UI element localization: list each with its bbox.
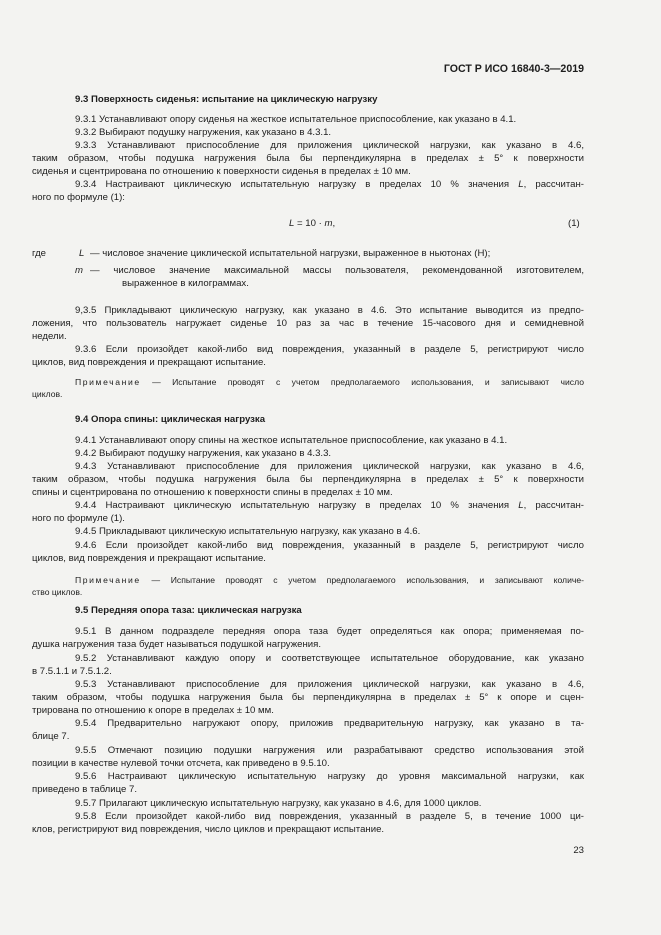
paragraph: трирована по отношению к опоре в пределах ± 10 мм. xyxy=(32,705,274,716)
paragraph: таким образом, чтобы подушка нагружения была бы перпендикулярна в пределах ± 5° к поверхности xyxy=(32,153,584,164)
note: Примечание — Испытание проводят с учетом предполагаемого использования, и записывают количе- xyxy=(75,575,584,585)
paragraph: 9.3.2 Выбирают подушку нагружения, как указано в 4.3.1. xyxy=(75,127,332,138)
paragraph: спины и сцентрирована по отношению к поверхности спины в пределах ± 10 мм. xyxy=(32,487,393,498)
paragraph: 9.4.3 Устанавливают приспособление для приложения циклической нагрузки, как указано в 4.6, xyxy=(75,461,584,472)
section-9-4-title: 9.4 Опора спины: циклическая нагрузка xyxy=(75,414,266,425)
formula: L = 10 · m, xyxy=(289,218,336,229)
paragraph: 9.3.6 Если произойдет какой-либо вид повреждения, указанный в разделе 5, регистрируют число xyxy=(75,344,584,355)
paragraph: блице 7. xyxy=(32,731,70,742)
definition: — числовое значение циклической испытательной нагрузки, выраженное в ньютонах (Н); xyxy=(90,248,491,259)
paragraph: 9.5.5 Отмечают позицию подушки нагружения или разрабатывают средство использования этой xyxy=(75,745,584,756)
note: ство циклов. xyxy=(32,587,83,597)
variable-l: L xyxy=(518,500,524,511)
paragraph: 9.5.3 Устанавливают приспособление для приложения циклической нагрузки, как указано в 4.6, xyxy=(75,679,584,690)
formula-number: (1) xyxy=(568,218,580,229)
paragraph: 9.3.3 Устанавливают приспособление для приложения циклической нагрузки, как указано в 4.6, xyxy=(75,140,584,151)
standard-header: ГОСТ Р ИСО 16840-3—2019 xyxy=(443,63,584,75)
paragraph: ложения, что пользователь нагружает сиденье 10 раз за час в течение 15-часового дня и семидневной xyxy=(32,318,584,329)
paragraph: 9.3.1 Устанавливают опору сиденья на жесткое испытательное приспособление, как указано в 4.1. xyxy=(75,114,517,125)
paragraph: 9.5.6 Настраивают циклическую испытательную нагрузку до уровня максимальной нагрузки, как xyxy=(75,771,584,782)
paragraph: 9.4.1 Устанавливают опору спины на жесткое испытательное приспособление, как указано в 4.1. xyxy=(75,435,508,446)
paragraph: 9.5.1 В данном подразделе передняя опора таза будет определяться как опора; применяемая по- xyxy=(75,626,584,637)
paragraph: 9,3.5 Прикладывают циклическую нагрузку, как указано в 4.6. Это испытание выводится из предпо- xyxy=(75,305,584,316)
paragraph: таким образом, чтобы подушка нагружения была бы перпендикулярна в пределах ± 5° к поверхности xyxy=(32,474,584,485)
paragraph: 9.4.4 Настраивают циклическую испытательную нагрузку в пределах 10 % значения L, рассчитан- xyxy=(75,500,584,511)
paragraph: приведено в таблице 7. xyxy=(32,784,138,795)
paragraph: ного по формуле (1): xyxy=(32,192,125,203)
note: Примечание — Испытание проводят с учетом предполагаемого использования, и записывают число xyxy=(75,377,584,387)
page-number: 23 xyxy=(573,845,584,856)
paragraph: в 7.5.1.1 и 7.5.1.2. xyxy=(32,666,112,677)
paragraph: позиции в качестве нулевой точки отсчета, как приведено в 9.5.10. xyxy=(32,758,330,769)
where-label: где xyxy=(32,248,47,259)
paragraph: душка нагружения таза будет называться подушкой нагружения. xyxy=(32,639,321,650)
paragraph: циклов, вид повреждения и прекращают испытание. xyxy=(32,553,266,564)
paragraph: сиденья и сцентрирована по отношению к поверхности сиденья в пределах ± 10 мм. xyxy=(32,166,411,177)
definition: выраженное в килограммах. xyxy=(122,278,249,289)
def-symbol-l: L xyxy=(79,248,85,259)
paragraph: ного по формуле (1). xyxy=(32,513,125,524)
paragraph: недели. xyxy=(32,331,67,342)
paragraph: 9.4.6 Если произойдет какой-либо вид повреждения, указанный в разделе 5, регистрируют число xyxy=(75,540,584,551)
note: циклов. xyxy=(32,389,63,399)
def-symbol-m: m xyxy=(75,265,83,276)
paragraph: клов, регистрируют вид повреждения, число циклов и прекращают испытание. xyxy=(32,824,385,835)
paragraph: 9.3.4 Настраивают циклическую испытательную нагрузку в пределах 10 % значения L, рассчитан- xyxy=(75,179,584,190)
paragraph: 9.5.7 Прилагают циклическую испытательную нагрузку, как указано в 4.6, для 1000 циклов. xyxy=(75,798,482,809)
section-9-3-title: 9.3 Поверхность сиденья: испытание на циклическую нагрузку xyxy=(75,94,378,105)
section-9-5-title: 9.5 Передняя опора таза: циклическая нагрузка xyxy=(75,605,302,616)
paragraph: циклов, вид повреждения и прекращают испытание. xyxy=(32,357,266,368)
paragraph: таким образом, чтобы подушка нагружения была бы перпендикулярна в пределах ± 5° к опоре и сцен- xyxy=(32,692,584,703)
variable-l: L xyxy=(518,179,524,190)
paragraph: 9.5.4 Предварительно нагружают опору, приложив предварительную нагрузку, как указано в та- xyxy=(75,718,584,729)
paragraph: 9.4.2 Выбирают подушку нагружения, как указано в 4.3.3. xyxy=(75,448,332,459)
paragraph: 9.5.8 Если произойдет какой-либо вид повреждения, указанный в разделе 5, в течение 1000 ци- xyxy=(75,811,584,822)
paragraph: 9.4.5 Прикладывают циклическую испытательную нагрузку, как указано в 4.6. xyxy=(75,526,421,537)
paragraph: 9.5.2 Устанавливают каждую опору и соответствующее испытательное оборудование, как указано xyxy=(75,653,584,664)
definition: — числовое значение максимальной массы пользователя, рекомендованной изготовителем, xyxy=(90,265,584,276)
